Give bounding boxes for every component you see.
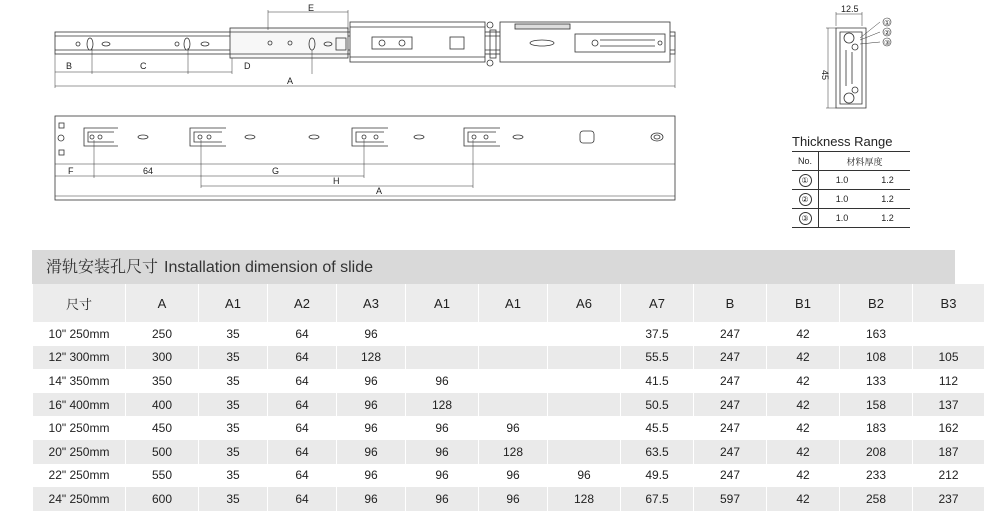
dimension-cell: 37.5	[621, 322, 694, 346]
dimension-cell: 96	[406, 440, 479, 464]
dimension-cell: 45.5	[621, 416, 694, 440]
dimension-cell: 258	[840, 487, 913, 511]
installation-dimension-section	[32, 250, 959, 511]
dim-label-H: H	[333, 176, 340, 186]
dimension-cell: 64	[268, 369, 337, 393]
dim-label-E: E	[308, 3, 315, 13]
size-cell: 10" 250mm	[33, 416, 126, 440]
size-cell: 16" 400mm	[33, 393, 126, 417]
dimension-cell: 96	[548, 464, 621, 488]
dimension-cell	[479, 322, 548, 346]
section-height-label: 45	[820, 70, 830, 81]
dimension-cell: 96	[479, 464, 548, 488]
dimension-cell: 96	[337, 464, 406, 488]
thickness-value: 1.2	[865, 190, 910, 209]
thickness-value: 1.2	[865, 209, 910, 228]
table-row	[33, 346, 984, 370]
dimension-cell: 96	[406, 487, 479, 511]
dimension-cell: 247	[694, 440, 767, 464]
dimension-cell: 247	[694, 322, 767, 346]
dimension-cell: 96	[337, 393, 406, 417]
dimension-cell	[406, 322, 479, 346]
dim-label-G: G	[272, 166, 280, 176]
dimension-cell: 35	[199, 464, 268, 488]
dimension-cell: 42	[767, 487, 840, 511]
column-header: A1	[406, 284, 479, 322]
dimension-cell: 163	[840, 322, 913, 346]
column-header: B2	[840, 284, 913, 322]
dimension-cell	[548, 440, 621, 464]
dimension-cell: 35	[199, 440, 268, 464]
callout-1: ①	[884, 20, 891, 27]
column-header: B1	[767, 284, 840, 322]
thickness-row-no: ①	[799, 174, 812, 187]
column-header: 尺寸	[33, 284, 126, 322]
dimension-cell	[479, 369, 548, 393]
dimension-cell	[406, 346, 479, 370]
dimension-cell: 212	[913, 464, 984, 488]
dimension-cell	[479, 393, 548, 417]
size-cell: 22" 250mm	[33, 464, 126, 488]
column-header: A	[126, 284, 199, 322]
dimension-cell	[548, 369, 621, 393]
table-row	[33, 393, 984, 417]
dimension-cell: 64	[268, 487, 337, 511]
dimension-cell: 96	[479, 487, 548, 511]
callout-2: ②	[884, 30, 891, 37]
dimension-cell: 162	[913, 416, 984, 440]
dimension-cell: 183	[840, 416, 913, 440]
dimension-cell: 108	[840, 346, 913, 370]
dimension-cell: 137	[913, 393, 984, 417]
dimension-cell: 42	[767, 346, 840, 370]
dimension-cell: 597	[694, 487, 767, 511]
dimension-cell: 400	[126, 393, 199, 417]
size-cell: 10" 250mm	[33, 322, 126, 346]
size-cell: 12" 300mm	[33, 346, 126, 370]
dimension-cell: 187	[913, 440, 984, 464]
dim-label-D: D	[244, 61, 251, 71]
table-row	[33, 487, 984, 511]
thickness-header-row	[792, 152, 910, 171]
dimension-cell: 96	[337, 322, 406, 346]
dimension-cell: 247	[694, 369, 767, 393]
dimension-cell: 50.5	[621, 393, 694, 417]
section-width-label: 12.5	[841, 4, 859, 14]
thickness-header-no: No.	[792, 152, 819, 171]
dimension-cell: 96	[406, 369, 479, 393]
dimension-cell: 350	[126, 369, 199, 393]
dim-label-64: 64	[143, 166, 154, 176]
dimension-cell: 128	[479, 440, 548, 464]
size-cell: 24" 250mm	[33, 487, 126, 511]
dimension-cell	[548, 416, 621, 440]
dimension-cell: 96	[337, 487, 406, 511]
dimension-cell: 63.5	[621, 440, 694, 464]
dimension-cell: 96	[406, 464, 479, 488]
dimension-cell: 500	[126, 440, 199, 464]
dimension-cell	[479, 346, 548, 370]
dimension-cell	[548, 393, 621, 417]
dimension-cell: 600	[126, 487, 199, 511]
dimension-cell: 237	[913, 487, 984, 511]
dimension-cell: 42	[767, 322, 840, 346]
installation-title-en: Installation dimension of slide	[164, 259, 374, 276]
dimension-cell: 67.5	[621, 487, 694, 511]
column-header: A6	[548, 284, 621, 322]
dimension-cell: 96	[337, 440, 406, 464]
dimension-cell: 35	[199, 487, 268, 511]
dimension-cell: 450	[126, 416, 199, 440]
dimension-cell: 35	[199, 393, 268, 417]
dimension-cell: 42	[767, 369, 840, 393]
dimension-cell: 133	[840, 369, 913, 393]
dimension-cell: 247	[694, 416, 767, 440]
dimension-cell: 105	[913, 346, 984, 370]
installation-title	[32, 250, 955, 284]
column-header: A1	[199, 284, 268, 322]
dimension-cell: 247	[694, 464, 767, 488]
table-row	[33, 369, 984, 393]
thickness-row-no: ②	[799, 193, 812, 206]
thickness-value: 1.0	[819, 171, 866, 190]
dimension-cell	[548, 346, 621, 370]
dimension-cell: 64	[268, 464, 337, 488]
dimension-cell	[913, 322, 984, 346]
dimension-cell: 128	[337, 346, 406, 370]
dimension-cell: 96	[406, 416, 479, 440]
dimension-cell: 35	[199, 322, 268, 346]
dimension-cell: 158	[840, 393, 913, 417]
installation-title-cn: 滑轨安装孔尺寸	[46, 257, 159, 276]
thickness-value: 1.2	[865, 171, 910, 190]
dim-label-F: F	[68, 166, 74, 176]
dimension-cell: 42	[767, 416, 840, 440]
callout-3: ③	[884, 40, 891, 47]
dimension-cell: 64	[268, 440, 337, 464]
thickness-range-title: Thickness Range	[792, 134, 893, 149]
dim-label-B: B	[66, 61, 73, 71]
dimension-cell: 247	[694, 393, 767, 417]
dimension-cell: 49.5	[621, 464, 694, 488]
column-header: A7	[621, 284, 694, 322]
dimension-cell: 247	[694, 346, 767, 370]
installation-table	[32, 284, 984, 511]
thickness-row	[792, 209, 910, 228]
dimension-cell: 42	[767, 440, 840, 464]
thickness-value: 1.0	[819, 190, 866, 209]
dimension-cell: 35	[199, 369, 268, 393]
dimension-cell: 64	[268, 322, 337, 346]
table-row	[33, 440, 984, 464]
column-header: A2	[268, 284, 337, 322]
dimension-cell: 64	[268, 416, 337, 440]
slide-side-view	[55, 10, 675, 88]
column-header: B	[694, 284, 767, 322]
dimension-cell: 64	[268, 346, 337, 370]
dimension-cell: 41.5	[621, 369, 694, 393]
dimension-cell: 64	[268, 393, 337, 417]
dimension-cell: 35	[199, 416, 268, 440]
dimension-cell: 96	[479, 416, 548, 440]
dimension-cell: 550	[126, 464, 199, 488]
dimension-cell: 233	[840, 464, 913, 488]
rail-hole-layout	[55, 116, 675, 200]
thickness-value: 1.0	[819, 209, 866, 228]
dimension-cell: 96	[337, 369, 406, 393]
thickness-row-no: ③	[799, 212, 812, 225]
dimension-cell: 112	[913, 369, 984, 393]
installation-header-row	[33, 284, 984, 322]
column-header: A3	[337, 284, 406, 322]
dimension-cell: 55.5	[621, 346, 694, 370]
dimension-cell: 208	[840, 440, 913, 464]
dim-label-A-top: A	[287, 76, 294, 86]
dim-label-A-bottom: A	[376, 186, 383, 196]
table-row	[33, 416, 984, 440]
dimension-cell: 128	[548, 487, 621, 511]
size-cell: 14" 350mm	[33, 369, 126, 393]
column-header: A1	[479, 284, 548, 322]
thickness-header-material: 材料厚度	[819, 152, 911, 171]
thickness-table	[792, 151, 910, 228]
column-header: B3	[913, 284, 984, 322]
dim-label-C: C	[140, 61, 147, 71]
dimension-cell: 42	[767, 393, 840, 417]
dimension-cell: 128	[406, 393, 479, 417]
table-row	[33, 464, 984, 488]
size-cell: 20" 250mm	[33, 440, 126, 464]
dimension-cell: 96	[337, 416, 406, 440]
dimension-cell: 300	[126, 346, 199, 370]
dimension-cell: 42	[767, 464, 840, 488]
thickness-row	[792, 171, 910, 190]
thickness-row	[792, 190, 910, 209]
table-row	[33, 322, 984, 346]
dimension-cell	[548, 322, 621, 346]
cross-section-diagram	[826, 12, 891, 108]
dimension-cell: 250	[126, 322, 199, 346]
dimension-cell: 35	[199, 346, 268, 370]
